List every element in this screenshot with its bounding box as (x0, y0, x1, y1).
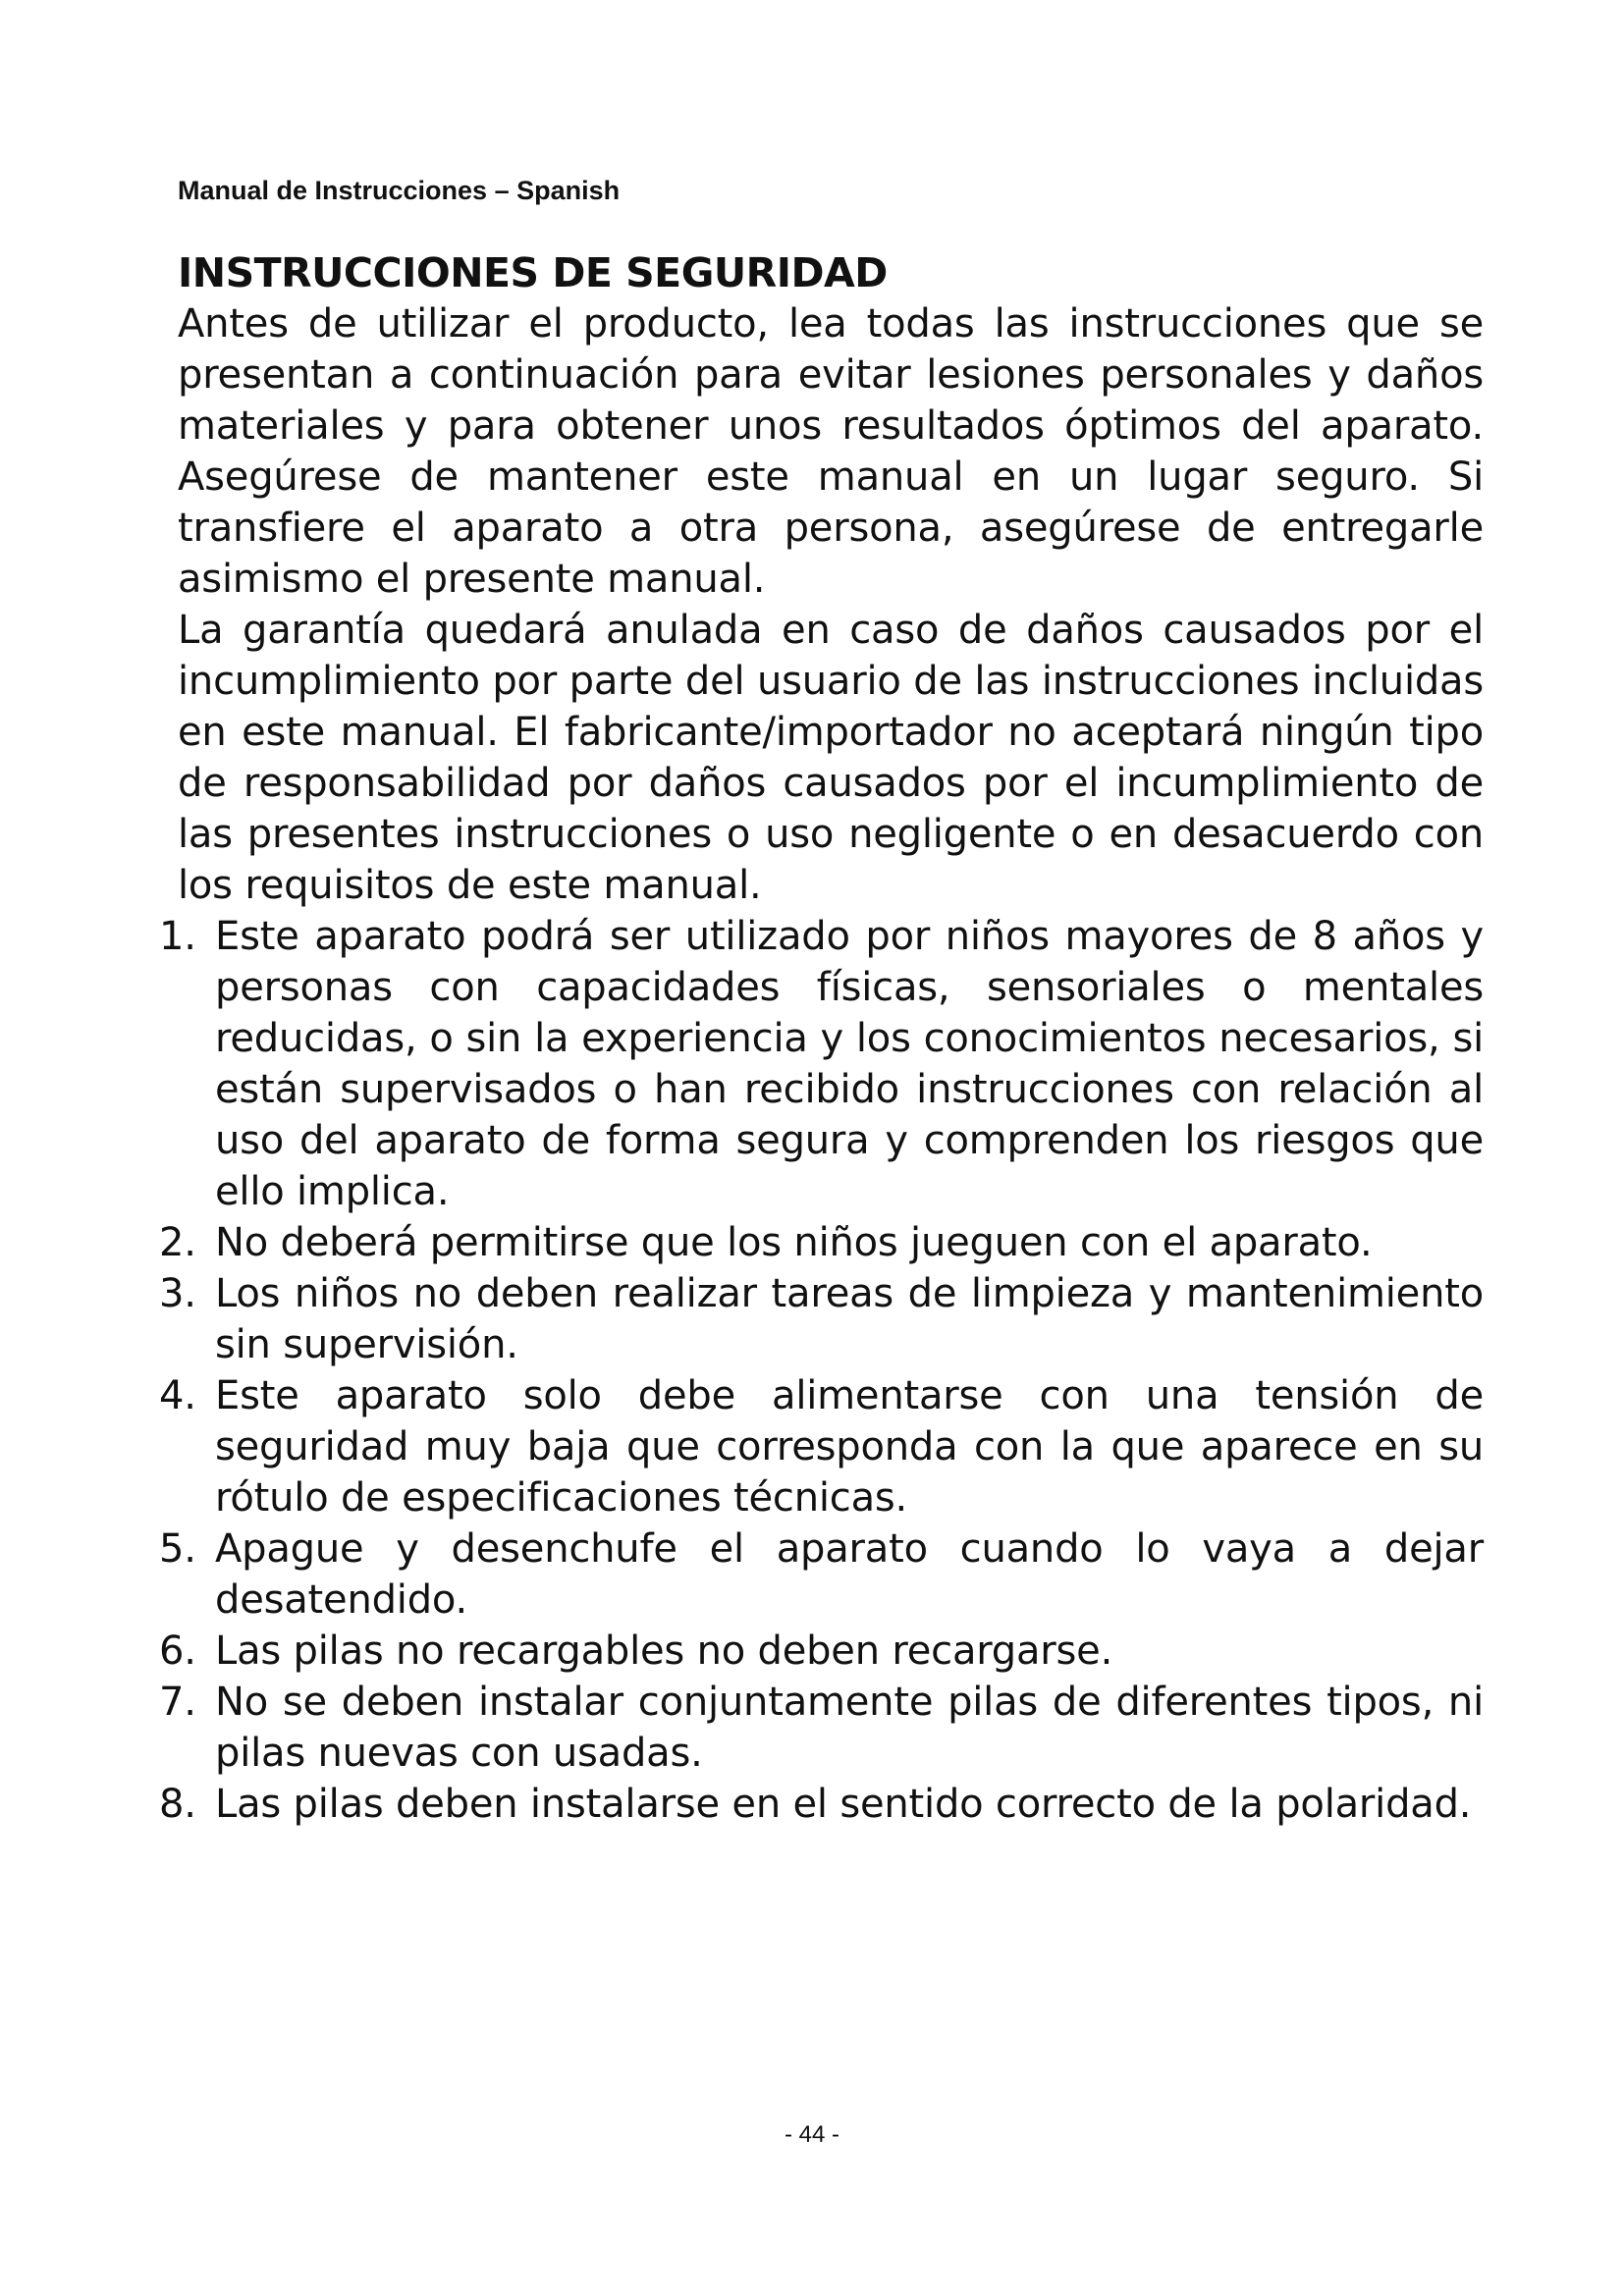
page-number: - 44 - (784, 2121, 839, 2148)
list-item-number: 1. (159, 914, 196, 959)
list-item-text: Las pilas deben instalarse en el sentido correcto de la polaridad. (215, 1782, 1472, 1827)
list-item-number: 3. (159, 1271, 196, 1316)
list-item-number: 6. (159, 1629, 196, 1674)
list-item (159, 1370, 1484, 1523)
list-item-number: 4. (159, 1373, 196, 1418)
list-item (159, 1626, 1484, 1677)
intro-paragraph: Antes de utilizar el producto, lea todas las instrucciones que se presentan a continuación para evitar lesiones personales y daños materiales y para obtener unos resultados óptimos del aparato. Asegúrese de mantener este manual en un lugar seguro. Si transfiere el aparato a otra persona, asegúrese de entregarle asimismo el presente manual. (178, 301, 1484, 602)
list-item-text: No deberá permitirse que los niños jueguen con el aparato. (215, 1220, 1373, 1265)
warranty-paragraph: La garantía quedará anulada en caso de daños causados por el incumplimiento por parte del usuario de las instrucciones incluidas en este manual. El fabricante/importador no aceptará ningún tipo de responsabilidad por daños causados por el incumplimiento de las presentes instrucciones o uso negligente o en desacuerdo con los requisitos de este manual. (178, 608, 1484, 908)
safety-instructions-list (159, 911, 1484, 1830)
document-header: Manual de Instrucciones – Spanish (178, 176, 621, 205)
list-item-text: Este aparato solo debe alimentarse con una tensión de seguridad muy baja que corresponda con la que aparece en su rótulo de especificaciones técnicas. (215, 1373, 1484, 1521)
list-item-number: 5. (159, 1526, 196, 1572)
list-item-text: Los niños no deben realizar tareas de limpieza y mantenimiento sin supervisión. (215, 1271, 1484, 1367)
list-item (159, 1677, 1484, 1779)
list-item (159, 911, 1484, 1217)
list-item-number: 8. (159, 1782, 196, 1827)
list-item-number: 2. (159, 1220, 196, 1265)
list-item (159, 1268, 1484, 1370)
safety-section (159, 247, 1484, 1830)
list-item (159, 1779, 1484, 1830)
section-title: INSTRUCCIONES DE SEGURIDAD (178, 249, 888, 296)
list-item-text: Las pilas no recargables no deben recargarse. (215, 1629, 1113, 1674)
list-item-text: Este aparato podrá ser utilizado por niños mayores de 8 años y personas con capacidades físicas, sensoriales o mentales reducidas, o sin la experiencia y los conocimientos necesarios, si están supervisados o han recibido instrucciones con relación al uso del aparato de forma segura y comprenden los riesgos que ello implica. (215, 914, 1484, 1214)
list-item-number: 7. (159, 1680, 196, 1725)
list-item-text: No se deben instalar conjuntamente pilas de diferentes tipos, ni pilas nuevas con usadas. (215, 1680, 1484, 1776)
list-item (159, 1523, 1484, 1626)
list-item (159, 1217, 1484, 1268)
list-item-text: Apague y desenchufe el aparato cuando lo vaya a dejar desatendido. (215, 1526, 1484, 1623)
